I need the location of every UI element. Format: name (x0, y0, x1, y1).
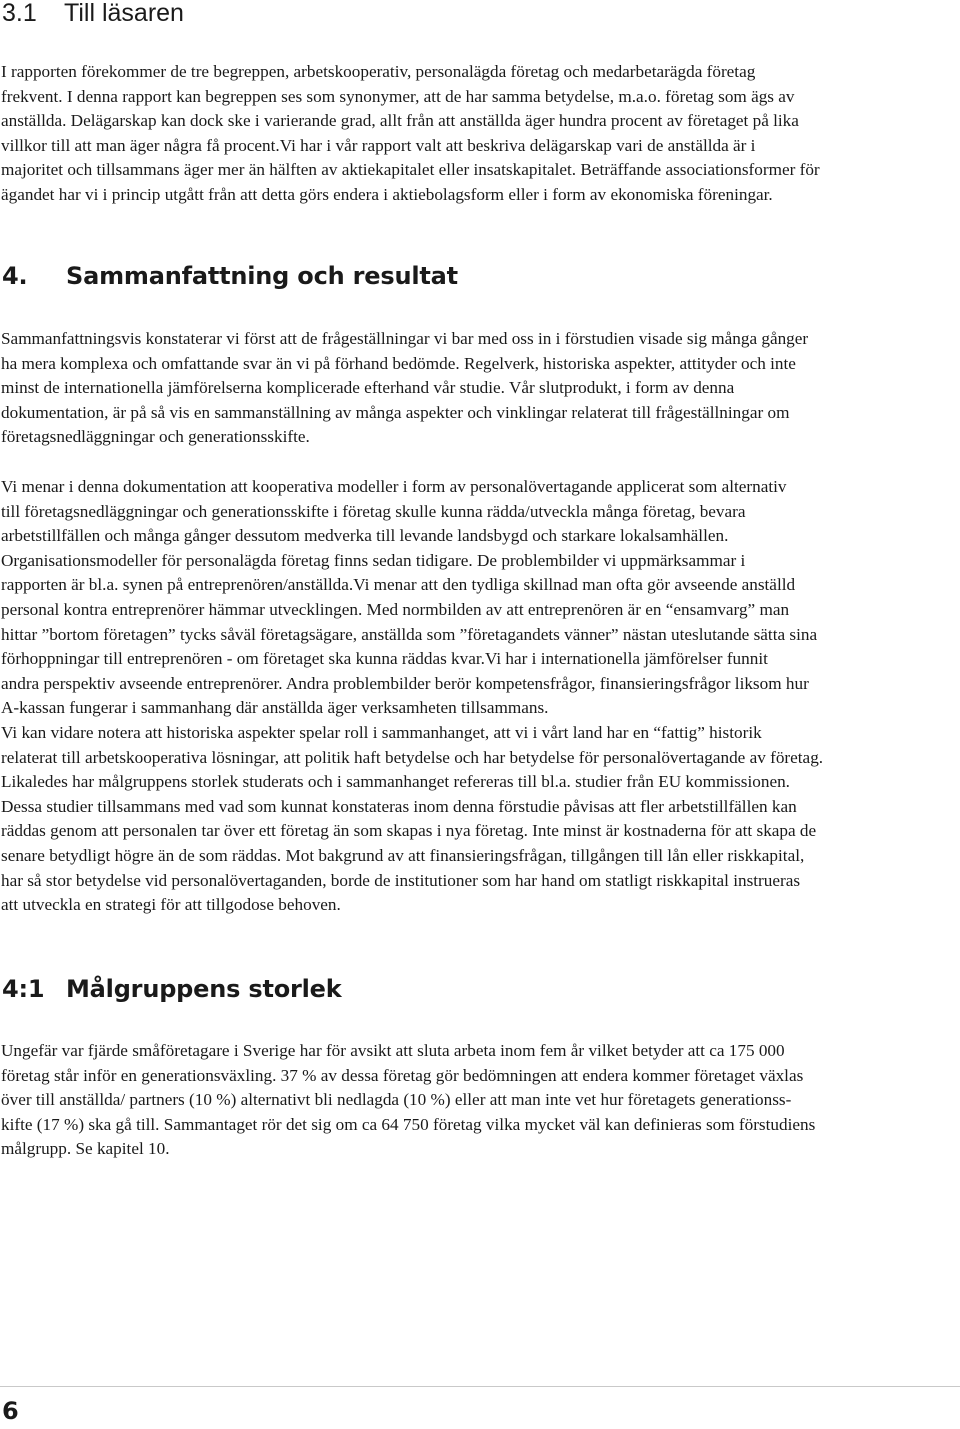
text-line: målgrupp. Se kapitel 10. (1, 1139, 170, 1159)
text-line: Dessa studier tillsammans med vad som kunnat konstateras inom denna förstudie påvisas att fler arbetstillfällen kan (1, 796, 797, 816)
footer-divider (0, 1386, 960, 1387)
paragraph-till-lasaren (1, 60, 959, 208)
chapter-number: 4. (2, 262, 28, 290)
text-line: företag står inför en generationsväxling. 37 % av dessa företag gör bedömningen att endera kommer företaget växlas (1, 1065, 804, 1085)
text-line: har så stor betydelse vid personalövertaganden, borde de institutioner som har hand om statligt riskkapital instrueras (1, 870, 801, 890)
text-line: minst de internationella jämförelserna komplicerade efterhand vår studie. Vår slutprodukt, i form av denna (1, 378, 735, 398)
text-line: Vi kan vidare notera att historiska aspekter spelar roll i sammanhanget, att vi i vårt land har en “fattig” historik (1, 722, 762, 742)
chapter-heading-4 (2, 262, 458, 290)
text-line: Ungefär var fjärde småföretagare i Sverige har för avsikt att sluta arbeta inom fem år vilket betyder att ca 175 000 (1, 1041, 785, 1060)
paragraph-malgruppens-storlek (1, 1039, 959, 1162)
section-heading-3-1 (2, 0, 184, 26)
text-line: över till anställda/ partners (10 %) alternativt bli nedlagda (10 %) eller att man inte vet hur företagets generationss- (1, 1090, 792, 1110)
text-line: ägandet har vi i princip utgått från att detta görs endera i aktiebolagsform eller i form av ekonomiska föreningar. (1, 184, 773, 204)
section-title: Målgruppens storlek (66, 975, 342, 1003)
text-line: hittar ”bortom företagen” tycks såväl företagsägare, anställda som ”företagandets vänner” nästan uteslutande sätta sina (1, 624, 818, 644)
text-line: Organisationsmodeller för personalägda företag finns sedan tidigare. De problembilder vi uppmärksammar i (1, 550, 746, 570)
text-line: A-kassan fungerar i sammanhang där anställda äger verksamheten tillsammans. (1, 698, 549, 718)
text-line: relaterat till arbetskooperativa lösningar, att politik haft betydelse och har betydelse för personalövertagande av företag. (1, 747, 824, 767)
text-line: Sammanfattningsvis konstaterar vi först att de frågeställningar vi bar med oss in i förstudien visade sig många gånger (1, 329, 809, 348)
text-line: företagsnedläggningar och generationsskifte. (1, 427, 310, 447)
text-line: Likaledes har målgruppens storlek studerats och i sammanhanget refereras till bl.a. studier från EU kommissionen. (1, 772, 790, 792)
paragraph-sammanfattning-2 (1, 475, 959, 918)
section-number: 3.1 (2, 0, 37, 27)
text-line: ha mera komplexa och omfattande svar än vi på förhand bedömde. Regelverk, historiska aspekter, attityder och inte (1, 353, 796, 373)
text-line: till företagsnedläggningar och generationsskifte i företag skulle kunna rädda/utveckla många företag, bevara (1, 501, 746, 521)
text-line: kifte (17 %) ska gå till. Sammantaget rör det sig om ca 64 750 företag vilka mycket väl kan definieras som förstudiens (1, 1114, 816, 1134)
text-line: andra perspektiv avseende entreprenörer. Andra problembilder berör kompetensfrågor, finansieringsfrågor liksom hur (1, 673, 809, 693)
text-line: personal kontra entreprenörer hämmar utvecklingen. Med normbilden av att entreprenören är en “ensamvarg” man (1, 599, 790, 619)
section-title: Till läsaren (64, 0, 184, 27)
text-line: räddas genom att personalen tar över ett företag än som skapas i nya företag. Inte minst är kostnaderna för att skapa de (1, 821, 817, 841)
text-line: anställda. Delägarskap kan dock ske i varierande grad, allt från att anställda äger hundra procent av företaget på lika (1, 111, 799, 131)
text-line: frekvent. I denna rapport kan begreppen ses som synonymer, att de har samma betydelse, m.a.o. företag som ägs av (1, 86, 795, 106)
text-line: senare betydligt högre än de som räddas. Mot bakgrund av att finansieringsfrågan, tillgången till lån eller riskkapital, (1, 845, 805, 865)
section-heading-4-1 (2, 975, 342, 1003)
text-line: majoritet och tillsammans äger mer än hälften av aktiekapitalet eller insatskapitalet. Beträffande associationsformer för (1, 160, 820, 180)
text-line: Vi menar i denna dokumentation att kooperativa modeller i form av personalövertagande applicerat som alternativ (1, 477, 787, 496)
text-line: förhoppningar till entreprenören - om företaget ska kunna räddas kvar.Vi har i internationella jämförelser funnit (1, 649, 768, 669)
text-line: dokumentation, är på så vis en sammanställning av många aspekter och vinklingar relaterat till frågeställningar om (1, 402, 790, 422)
section-number: 4:1 (2, 975, 45, 1003)
page-number: 6 (2, 1397, 19, 1425)
text-line: villkor till att man äger några få procent.Vi har i vår rapport valt att beskriva delägarskap vari de anställda är i (1, 135, 756, 155)
paragraph-sammanfattning-1 (1, 327, 959, 450)
text-line: I rapporten förekommer de tre begreppen, arbetskooperativ, personalägda företag och medarbetarägda företag (1, 62, 756, 81)
chapter-title: Sammanfattning och resultat (66, 262, 458, 290)
text-line: att utveckla en strategi för att tillgodose behoven. (1, 895, 341, 915)
text-line: rapporten är bl.a. synen på entreprenören/anställda.Vi menar att den tydliga skillnad man ofta gör avseende anställd (1, 575, 796, 595)
text-line: arbetstillfällen och många gånger dessutom medverka till levande landsbygd och starkare lokalsamhällen. (1, 526, 729, 546)
